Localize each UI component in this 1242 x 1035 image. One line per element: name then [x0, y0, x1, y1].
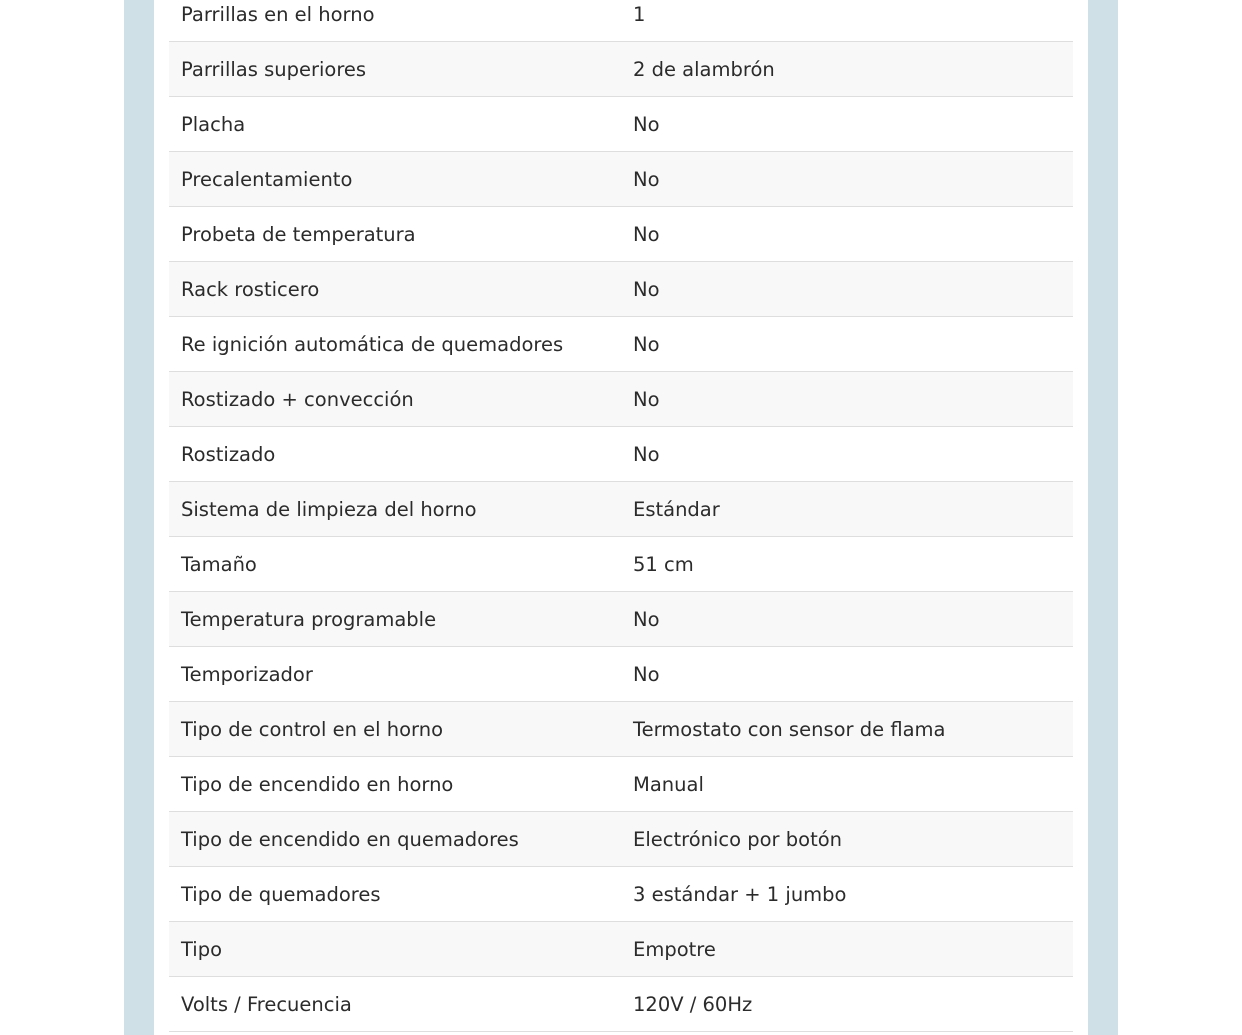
spec-label: Tipo de encendido en horno: [169, 757, 621, 812]
spec-label: Re ignición automática de quemadores: [169, 317, 621, 372]
spec-value: No: [621, 207, 1073, 262]
table-row: [169, 647, 1073, 702]
spec-value: No: [621, 262, 1073, 317]
spec-value: Empotre: [621, 922, 1073, 977]
spec-value: 1: [621, 0, 1073, 42]
spec-label: Placha: [169, 97, 621, 152]
specifications-table: [169, 0, 1073, 1032]
spec-value: Electrónico por botón: [621, 812, 1073, 867]
spec-value: 2 de alambrón: [621, 42, 1073, 97]
spec-value: Termostato con sensor de flama: [621, 702, 1073, 757]
table-row: [169, 867, 1073, 922]
spec-label: Probeta de temperatura: [169, 207, 621, 262]
spec-label: Tipo: [169, 922, 621, 977]
table-row: [169, 977, 1073, 1032]
spec-label: Rack rosticero: [169, 262, 621, 317]
table-row: [169, 0, 1073, 42]
table-row: [169, 757, 1073, 812]
spec-value: No: [621, 317, 1073, 372]
spec-label: Tamaño: [169, 537, 621, 592]
spec-value: No: [621, 97, 1073, 152]
spec-label: Tipo de control en el horno: [169, 702, 621, 757]
table-row: [169, 922, 1073, 977]
spec-value: 120V / 60Hz: [621, 977, 1073, 1032]
table-row: [169, 207, 1073, 262]
table-row: [169, 702, 1073, 757]
spec-label: Parrillas en el horno: [169, 0, 621, 42]
spec-label: Rostizado + convección: [169, 372, 621, 427]
spec-value: Estándar: [621, 482, 1073, 537]
spec-label: Tipo de quemadores: [169, 867, 621, 922]
table-row: [169, 262, 1073, 317]
table-row: [169, 372, 1073, 427]
spec-label: Temperatura programable: [169, 592, 621, 647]
table-row: [169, 42, 1073, 97]
spec-label: Parrillas superiores: [169, 42, 621, 97]
spec-label: Volts / Frecuencia: [169, 977, 621, 1032]
spec-label: Tipo de encendido en quemadores: [169, 812, 621, 867]
spec-label: Precalentamiento: [169, 152, 621, 207]
spec-label: Rostizado: [169, 427, 621, 482]
table-row: [169, 97, 1073, 152]
spec-value: Manual: [621, 757, 1073, 812]
table-row: [169, 482, 1073, 537]
spec-value: No: [621, 592, 1073, 647]
spec-value: 51 cm: [621, 537, 1073, 592]
spec-value: No: [621, 372, 1073, 427]
table-row: [169, 427, 1073, 482]
table-row: [169, 812, 1073, 867]
spec-value: 3 estándar + 1 jumbo: [621, 867, 1073, 922]
spec-value: No: [621, 647, 1073, 702]
table-row: [169, 592, 1073, 647]
spec-value: No: [621, 152, 1073, 207]
table-row: [169, 317, 1073, 372]
spec-value: No: [621, 427, 1073, 482]
spec-label: Sistema de limpieza del horno: [169, 482, 621, 537]
table-row: [169, 152, 1073, 207]
spec-label: Temporizador: [169, 647, 621, 702]
table-row: [169, 537, 1073, 592]
